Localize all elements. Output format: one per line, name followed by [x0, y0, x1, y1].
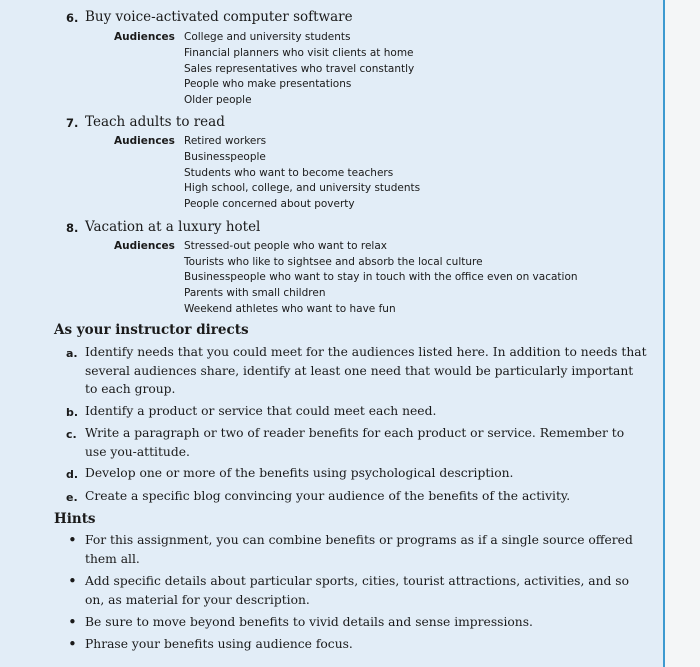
hint-2-line: Add specific details about particular sports, cities, tourist attractions, activities, and so [85, 574, 630, 588]
hint-4-line: Phrase your benefits using audience focus. [85, 637, 353, 651]
directs-item-a-letter: a. [66, 347, 78, 360]
exercise-6-audience: People who make presentations [184, 78, 352, 90]
exercise-8-audience: Tourists who like to sightsee and absorb the local culture [184, 256, 483, 268]
hint-3-bullet: • [68, 613, 77, 631]
directs-item-a-line: to each group. [85, 382, 176, 396]
directs-item-c-line: Write a paragraph or two of reader benefits for each product or service. Remember to [85, 426, 625, 440]
exercise-7-audience: Businesspeople [184, 151, 266, 163]
hint-1-line: them all. [85, 552, 140, 566]
exercise-7-audiences-label: Audiences [114, 135, 175, 147]
exercise-6-audience: Older people [184, 94, 252, 106]
exercise-7-title: Teach adults to read [85, 114, 225, 130]
exercise-6-title: Buy voice-activated computer software [85, 9, 353, 25]
exercise-6-audience: College and university students [184, 31, 351, 43]
exercise-6-number: 6. [66, 11, 79, 25]
directs-heading: As your instructor directs [54, 322, 249, 338]
directs-item-d-letter: d. [66, 468, 79, 481]
exercise-8-audience: Parents with small children [184, 287, 326, 299]
exercise-8-title: Vacation at a luxury hotel [85, 219, 261, 235]
directs-item-c-letter: c. [66, 428, 77, 441]
right-margin-strip [665, 0, 700, 667]
exercise-7-audience: Retired workers [184, 135, 267, 147]
directs-item-c-line: use you-attitude. [85, 445, 190, 459]
exercise-7-number: 7. [66, 116, 79, 130]
hint-2-line: on, as material for your description. [85, 593, 310, 607]
directs-item-a-line: several audiences share, identify at least one need that would be particularly important [85, 364, 634, 378]
hints-heading: Hints [54, 511, 96, 527]
exercise-7-audience: People concerned about poverty [184, 198, 355, 210]
directs-item-e-line: Create a specific blog convincing your audience of the benefits of the activity. [85, 489, 571, 503]
directs-item-b-letter: b. [66, 406, 79, 419]
hint-1-bullet: • [68, 531, 77, 549]
directs-item-d-line: Develop one or more of the benefits using psychological description. [85, 466, 514, 480]
exercise-7-audience: Students who want to become teachers [184, 167, 394, 179]
exercise-8-audiences-label: Audiences [114, 240, 175, 252]
exercise-6-audiences-label: Audiences [114, 31, 175, 43]
exercise-6-audience: Financial planners who visit clients at home [184, 47, 414, 59]
exercise-6-audience: Sales representatives who travel constantly [184, 63, 415, 75]
exercise-7-audience: High school, college, and university students [184, 182, 421, 194]
exercise-8-audience: Weekend athletes who want to have fun [184, 303, 396, 315]
hint-4-bullet: • [68, 635, 77, 653]
directs-item-e-letter: e. [66, 491, 78, 504]
hint-1-line: For this assignment, you can combine benefits or programs as if a single source offered [85, 533, 633, 547]
exercise-8-number: 8. [66, 221, 79, 235]
exercise-8-audience: Stressed-out people who want to relax [184, 240, 387, 252]
exercise-8-audience: Businesspeople who want to stay in touch with the office even on vacation [184, 271, 578, 283]
directs-item-a-line: Identify needs that you could meet for the audiences listed here. In addition to needs that [85, 345, 647, 359]
hint-3-line: Be sure to move beyond benefits to vivid details and sense impressions. [85, 615, 533, 629]
hint-2-bullet: • [68, 572, 77, 590]
directs-item-b-line: Identify a product or service that could meet each need. [85, 404, 437, 418]
